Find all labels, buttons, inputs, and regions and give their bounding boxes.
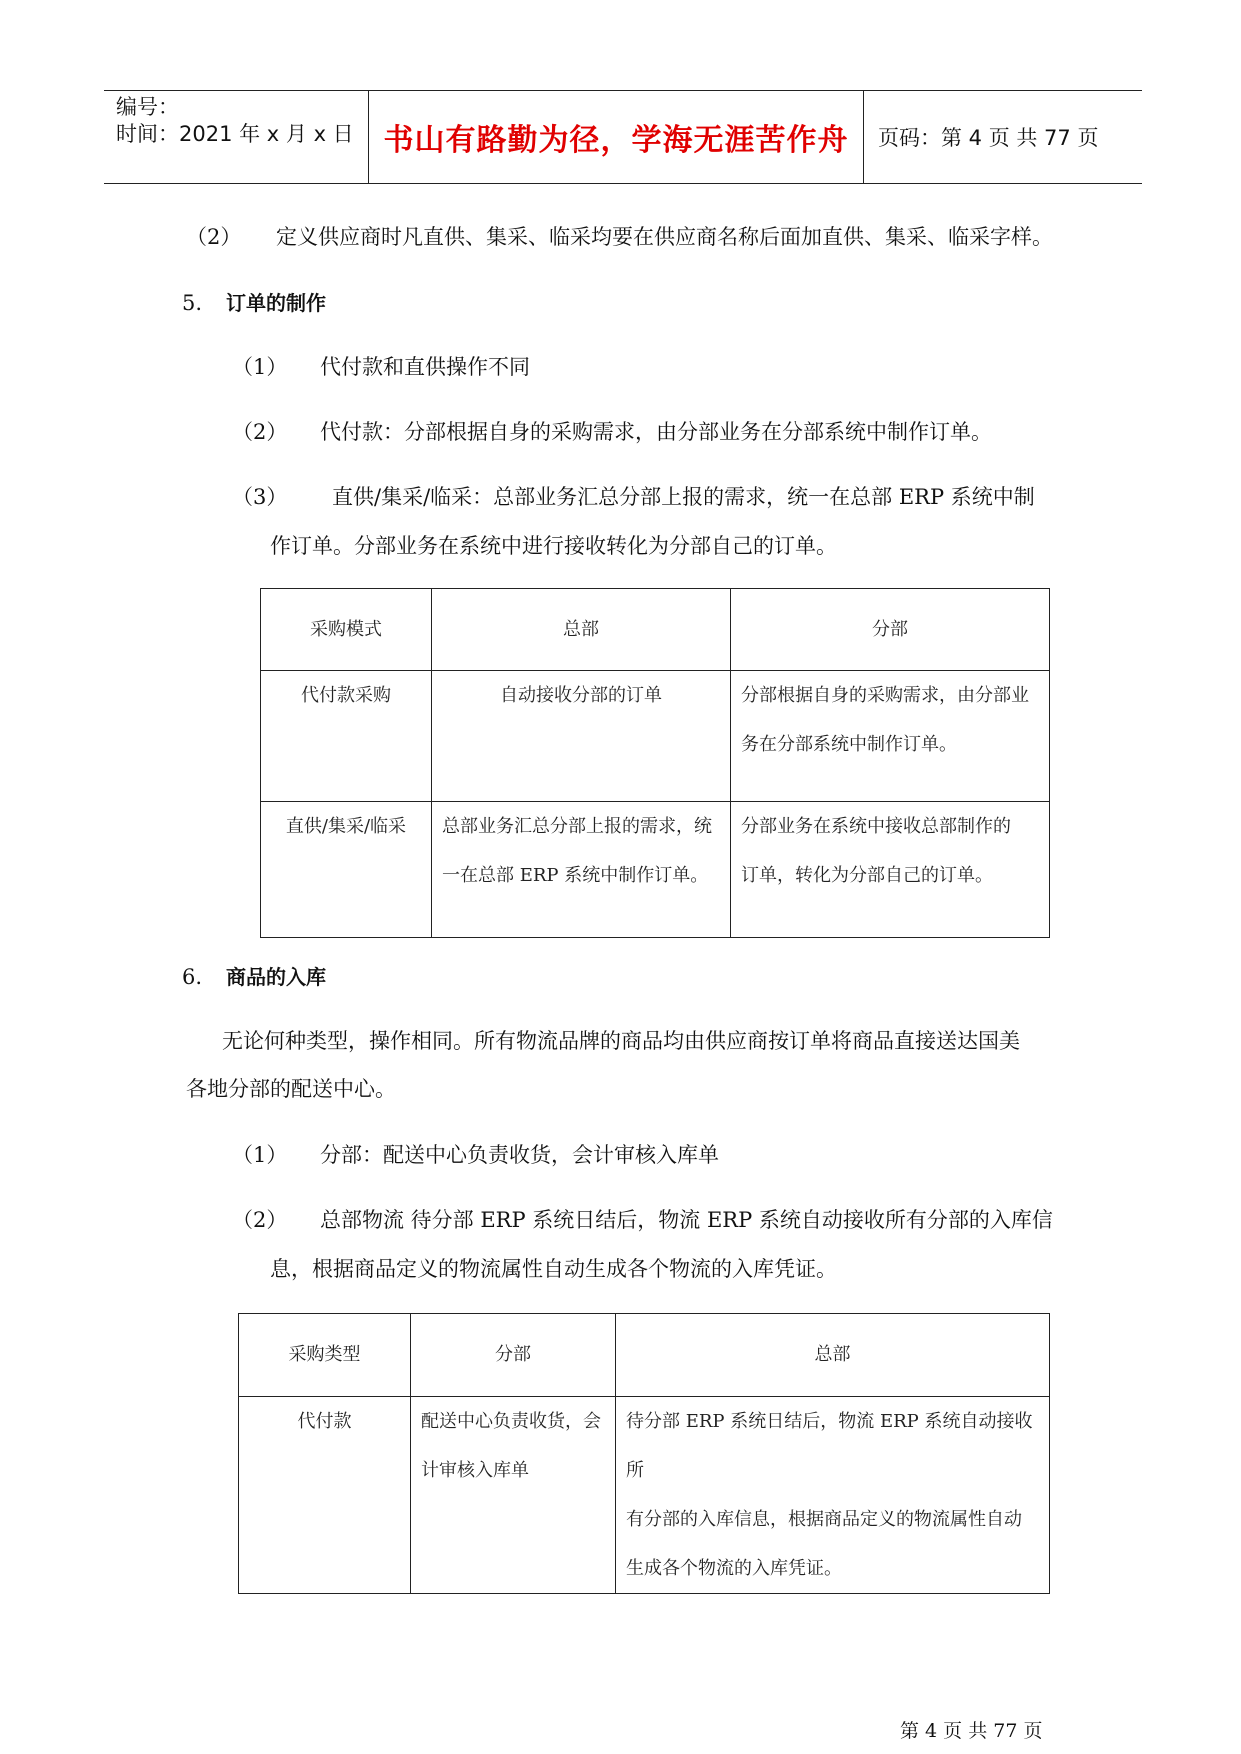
cell-line: 有分部的入库信息，根据商品定义的物流属性自动 — [626, 1509, 1022, 1530]
section-5-heading — [182, 288, 326, 318]
item-number: （2） — [232, 1208, 288, 1232]
section-number: 5. — [182, 291, 203, 315]
table-cell-type: 代付款 — [239, 1397, 411, 1594]
section-5-item-1 — [232, 352, 530, 382]
item-text: 定义供应商时凡直供、集采、临采均要在供应商名称后面加直供、集采、临采字样。 — [276, 225, 1053, 249]
header-page-info: 页码：第 4 页 共 77 页 — [878, 126, 1099, 150]
section-6-heading — [182, 962, 326, 992]
header-motto-cell — [368, 91, 864, 183]
table-cell-hq — [432, 802, 731, 938]
item-text: 直供/集采/临采：总部业务汇总分部上报的需求，统一在总部 ERP 系统中制 — [332, 485, 1035, 509]
cell-line: 待分部 ERP 系统日结后，物流 ERP 系统自动接收所 — [626, 1411, 1033, 1481]
receipt-table — [238, 1313, 1050, 1594]
table-cell-hq: 自动接收分部的订单 — [432, 671, 731, 802]
section-5-item-3 — [232, 482, 1035, 512]
item-text: 代付款：分部根据自身的采购需求，由分部业务在分部系统中制作订单。 — [320, 420, 992, 444]
cell-line: 计审核入库单 — [421, 1460, 529, 1481]
page-footer: 第 4 页 共 77 页 — [900, 1720, 1043, 1742]
table-cell-branch — [731, 671, 1050, 802]
section-6-item-1 — [232, 1140, 719, 1170]
cell-line: 生成各个物流的入库凭证。 — [626, 1558, 842, 1579]
section-5-item-2 — [232, 417, 992, 447]
item-text: 总部物流 待分部 ERP 系统日结后，物流 ERP 系统自动接收所有分部的入库信 — [320, 1208, 1053, 1232]
table-header-cell: 采购类型 — [239, 1314, 411, 1397]
cell-line: 务在分部系统中制作订单。 — [741, 734, 957, 755]
table-header-cell: 总部 — [616, 1314, 1050, 1397]
table-row — [261, 671, 1050, 802]
cell-line: 配送中心负责收货，会 — [421, 1411, 601, 1432]
section-title: 商品的入库 — [226, 965, 326, 989]
table-header-cell: 总部 — [432, 589, 731, 671]
cell-line: 分部业务在系统中接收总部制作的 — [741, 816, 1011, 837]
header-motto: 书山有路勤为径，学海无涯苦作舟 — [383, 123, 849, 158]
section-6-paragraph: 无论何种类型，操作相同。所有物流品牌的商品均由供应商按订单将商品直接送达国美 — [222, 1029, 1020, 1053]
document-date: 时间：2021 年 x 月 x 日 — [116, 122, 354, 146]
document-number: 编号： — [116, 95, 179, 119]
cell-line: 总部业务汇总分部上报的需求，统 — [442, 816, 712, 837]
item-number: （3） — [232, 485, 288, 509]
table-cell-mode: 直供/集采/临采 — [261, 802, 432, 938]
item-text: 分部：配送中心负责收货，会计审核入库单 — [320, 1143, 719, 1167]
item-number: （2） — [186, 225, 242, 249]
cell-line: 订单，转化为分部自己的订单。 — [741, 865, 993, 886]
header-meta — [116, 91, 366, 183]
table-header-cell: 采购模式 — [261, 589, 432, 671]
table-cell-hq — [616, 1397, 1050, 1594]
section-6-item-2 — [232, 1205, 1053, 1235]
section-title: 订单的制作 — [226, 291, 326, 315]
table-header-cell: 分部 — [411, 1314, 616, 1397]
table-cell-branch — [411, 1397, 616, 1594]
table-cell-mode: 代付款采购 — [261, 671, 432, 802]
table-header-row — [239, 1314, 1050, 1397]
paragraph-item-2 — [186, 222, 1053, 252]
order-table — [260, 588, 1050, 938]
section-5-item-3-cont: 作订单。分部业务在系统中进行接收转化为分部自己的订单。 — [270, 534, 837, 558]
section-6-item-2-cont: 息，根据商品定义的物流属性自动生成各个物流的入库凭证。 — [270, 1257, 837, 1281]
table-row — [261, 802, 1050, 938]
item-number: （2） — [232, 420, 288, 444]
cell-line: 一在总部 ERP 系统中制作订单。 — [442, 865, 709, 886]
cell-line: 分部根据自身的采购需求，由分部业 — [741, 685, 1029, 706]
table-cell-branch — [731, 802, 1050, 938]
section-number: 6. — [182, 965, 203, 989]
item-text: 代付款和直供操作不同 — [320, 355, 530, 379]
item-number: （1） — [232, 1143, 288, 1167]
item-number: （1） — [232, 355, 288, 379]
table-header-cell: 分部 — [731, 589, 1050, 671]
section-6-paragraph-cont: 各地分部的配送中心。 — [186, 1077, 396, 1101]
table-header-row — [261, 589, 1050, 671]
page-header — [104, 90, 1142, 184]
table-row — [239, 1397, 1050, 1594]
